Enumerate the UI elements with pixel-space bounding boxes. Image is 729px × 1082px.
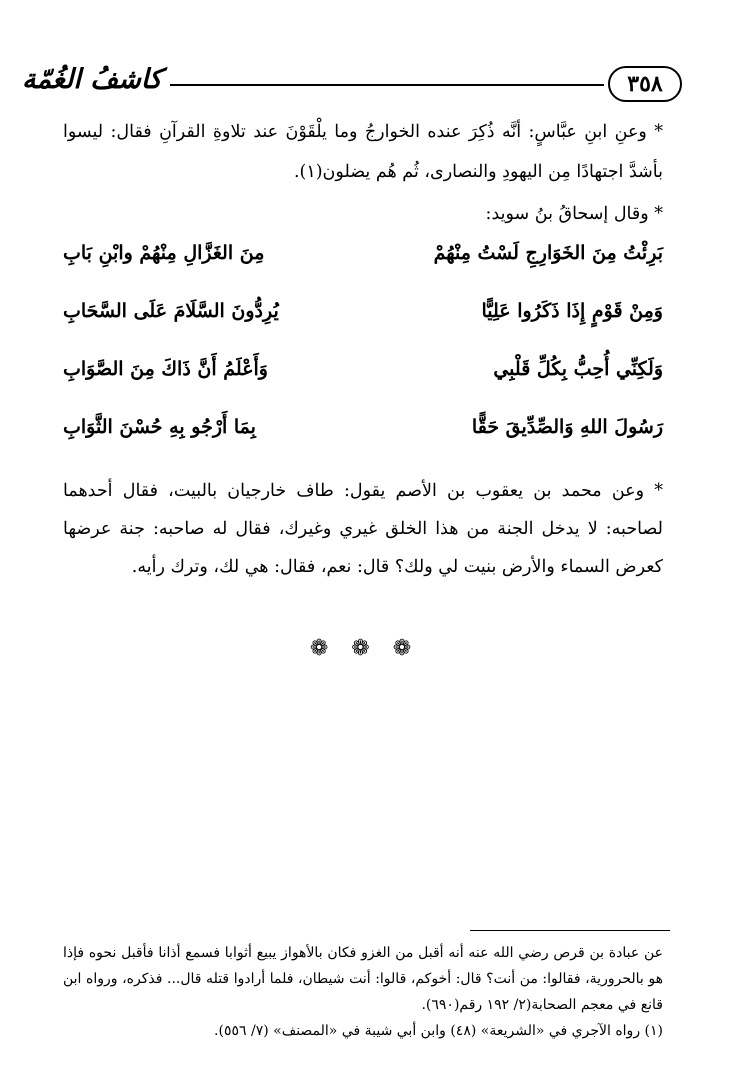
book-title: كاشفُ الغُمّة (22, 64, 162, 95)
verse-first-hemistich: وَلَكِنِّي أُحِبُّ بِكُلِّ قَلْبِي (493, 358, 663, 380)
footnote-continued: عن عبادة بن قرص رضي الله عنه أنه أقبل من الغزو فكان بالأهواز يبيع أثوابا فسمع أذانا فأقبل نحوه فإذا هو بالحرورية، فقالوا: من أنت؟ قال: أخوكم، قالوا: أنت شيطان، فلما أرادوا قتله قال... فذكره، ورواه ابن قانع في معجم الصحابة(٢/ ١٩٢ رقم(٦٩٠). (63, 945, 663, 1013)
verse-line (63, 352, 663, 410)
verse-second-hemistich: مِنَ الغَزَّالِ مِنْهُمْ وابْنِ بَابِ (63, 242, 265, 264)
page-number: ٣٥٨ (608, 66, 682, 102)
verse-first-hemistich: بَرِئْتُ مِنَ الخَوَارِجِ لَسْتُ مِنْهُمْ (433, 242, 663, 264)
header-rule (170, 84, 604, 86)
verse-second-hemistich: بِمَا أَرْجُو بِهِ حُسْنَ الثَّوَابِ (63, 416, 256, 438)
verse-line (63, 236, 663, 294)
verse-second-hemistich: يُرِدُّونَ السَّلَامَ عَلَى السَّحَابِ (63, 300, 279, 322)
verse-line (63, 294, 663, 352)
footnote-rule (470, 930, 670, 931)
verse-first-hemistich: رَسُولَ اللهِ وَالصِّدِّيقَ حَقًّا (471, 416, 663, 438)
verse-second-hemistich: وَأَعْلَمُ أَنَّ ذَاكَ مِنَ الصَّوَابِ (63, 358, 268, 380)
verse-first-hemistich: وَمِنْ قَوْمٍ إِذَا ذَكَرُوا عَلِيًّا (481, 300, 663, 322)
section-ornament: ❁ ❁ ❁ (309, 636, 420, 661)
footnotes (63, 940, 663, 1044)
verse-line (63, 410, 663, 468)
poem (63, 236, 663, 468)
page-header (22, 60, 682, 108)
paragraph-ibn-abbas: * وعنِ ابنِ عبَّاسٍ: أنَّه ذُكِرَ عنده الخوارجُ وما يلْقَوْنَ عند تلاوةِ القرآنِ فقال: ليسوا بأشدَّ اجتهادًا مِن اليهودِ والنصارى، ثُم هُم يضلون(١). (63, 122, 663, 182)
footnote-1: (١) رواه الآجري في «الشريعة» (٤٨) وابن أبي شيبة في «المصنف» (٧/ ٥٥٦). (214, 1023, 663, 1039)
poem-intro: * وقال إسحاقُ بنُ سويد: (485, 204, 663, 224)
paragraph-ibn-al-asam: * وعن محمد بن يعقوب بن الأصم يقول: طاف خارجيان بالبيت، فقال أحدهما لصاحبه: لا يدخل الجنة من هذا الخلق غيري وغيرك، فقال له صاحبه: جنة عرضها كعرض السماء والأرض بنيت لي ولك؟ قال: نعم، فقال: هي لك، وترك رأيه. (63, 481, 663, 577)
